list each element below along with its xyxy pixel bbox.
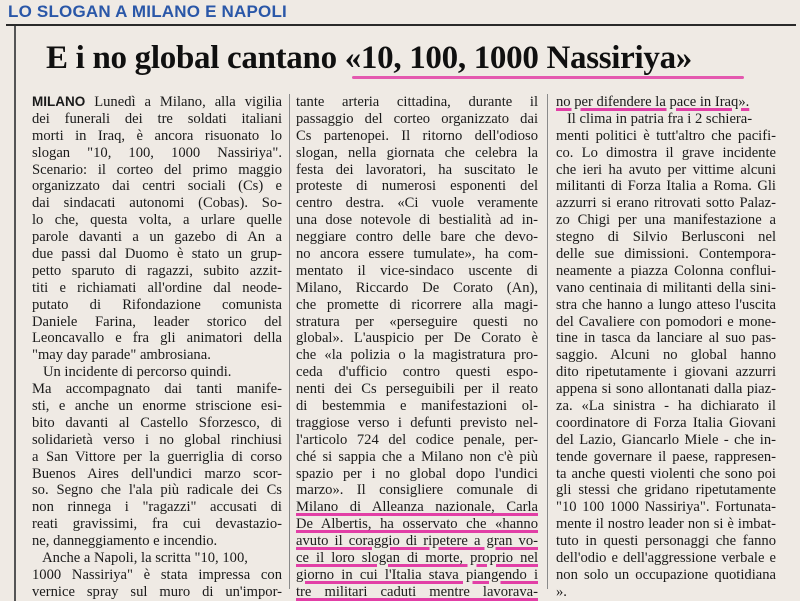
col2-line: festa dei lavoratori, ha suscitato le (296, 161, 538, 178)
col1-line: lo che, questa volta, a urlare quelle (32, 212, 282, 229)
col2-line: passaggio del corteo organizzato dai (296, 110, 538, 127)
col3-line: co. Lo dimostra il grave incidente (556, 144, 776, 161)
column-3 (556, 94, 776, 601)
col3-line: mente il nostro leader non si è imbat- (556, 516, 776, 533)
col3-line: delle sue dimissioni. Contempora- (556, 246, 776, 263)
col3-line: dito ripetutamente i giovani azzurri (556, 364, 776, 381)
col3-line: coordinatore di Forza Italia Giovani (556, 414, 776, 431)
col3-line: azzurri si erano ritrovati sotto Palaz- (556, 195, 776, 212)
col3-line: dell'odio e dell'aggressione verbale e (556, 550, 776, 567)
column-separator (289, 94, 290, 589)
col1-line-text: Lunedì a Milano, alla vigilia (85, 94, 282, 110)
col1-line: slogan "10, 100, 1000 Nassiriya". (32, 144, 282, 161)
col3-line: non solo un occupazione quotidiana (556, 566, 776, 583)
col2-line: che promette di ricorrere alla magi- (296, 296, 538, 313)
col2-line: Cs partenopei. Il ritorno dell'odioso (296, 127, 538, 144)
col3-line: ». (556, 583, 567, 600)
dateline-city: MILANO (32, 94, 86, 109)
col1-line: solidarietà verso i no global rinchiusi (32, 431, 282, 448)
col1-line: 1000 Nassiriya" è stata impressa con (32, 566, 282, 583)
col1-line: dei funerali dei tre soldati italiani (32, 110, 282, 127)
col2-line-highlighted: tre militari caduti mentre lavorava- (296, 583, 538, 600)
column-1 (32, 94, 282, 601)
col2-line: che «la polizia o la magistratura pro- (296, 347, 538, 364)
col2-line: ché si sappia che a Milano non c'è più (296, 448, 538, 465)
article-headline: E i no global cantano «10, 100, 1000 Nassiriya» (46, 40, 692, 76)
col2-line: mentato il vice-sindaco uscente di (296, 262, 538, 279)
col1-line: titi e richiamati all'ordine dal neode- (32, 279, 282, 296)
col1-line: Ma accompagnato dai tanti manife- (32, 381, 282, 398)
col3-line: neamente a piazza Colonna conflui- (556, 262, 776, 279)
col1-line: "may day parade" ambrosiana. (32, 347, 211, 364)
col1-line: putato di Rifondazione comunista (32, 296, 282, 313)
left-border (14, 26, 16, 601)
col3-line: za. «La sinistra - ha dichiarato il (556, 398, 776, 415)
col1-line: petto sparuto di ragazzi, subito azzit- (32, 262, 282, 279)
col1-line: ne, danneggiamento e incendio. (32, 533, 218, 550)
col1-line: non rinnega i "ragazzi" accusati di (32, 499, 282, 516)
col1-line: organizzato dai centri sociali (Cs) e (32, 178, 282, 195)
col3-line: tende governare il paese, rappresen- (556, 448, 776, 465)
col2-line: global». L'auspicio per De Corato è (296, 330, 538, 347)
col1-line: Scenario: il corteo del primo maggio (32, 161, 282, 178)
col3-line: tuto in questi personaggi che fanno (556, 533, 776, 550)
col2-line: traggiose verso i defunti previsto nel- (296, 414, 538, 431)
col3-line: che ieri ha avuto per vittime alcuni (556, 161, 776, 178)
col1-line: a San Vittore per la guerriglia di corso (32, 448, 282, 465)
col3-line: "10 100 1000 Nassiriya". Fortunata- (556, 499, 776, 516)
column-separator (547, 94, 548, 589)
col3-line: ta anche questi violenti che sono poi (556, 465, 776, 482)
col1-line: morti in Iraq, è ancora risuonato lo (32, 127, 282, 144)
col2-line: tante arteria cittadina, durante il (296, 94, 538, 110)
col3-line: vano centinaia di militanti della sini- (556, 279, 776, 296)
col2-line: neggiare contro delle bare che devo- (296, 229, 538, 246)
col2-line: slogan, nella giornata che celebra la (296, 144, 538, 161)
col1-line: parole davanti a un gazebo di An a (32, 229, 282, 246)
col1-line: bito davanti al Castello Sforzesco, di (32, 414, 282, 431)
col2-line: di bestemmia e manifestazioni ol- (296, 398, 538, 415)
col2-line: ceda d'ufficio contro questi espo- (296, 364, 538, 381)
col1-line (32, 94, 282, 111)
col2-line: l'articolo 724 del codice penale, per- (296, 431, 538, 448)
col1-line: vernice spray sul muro di un'impor- (32, 583, 282, 600)
col2-line: stratura per «perseguire questi no (296, 313, 538, 330)
col1-line: Leoncavallo e fra gli animatori della (32, 330, 282, 347)
col2-line: marzo». Il consigliere comunale di (296, 482, 538, 499)
col1-line: reati gravissimi, fra cui devastazio- (32, 516, 282, 533)
section-kicker: LO SLOGAN A MILANO E NAPOLI (8, 2, 287, 21)
column-2 (296, 94, 538, 601)
col1-line: Anche a Napoli, la scritta "10, 100, (32, 550, 248, 567)
col1-line: Buenos Aires dell'undici marzo scor- (32, 465, 282, 482)
col2-line: una dose notevole di bestialità ad in- (296, 212, 538, 229)
col3-line: zo Chigi per una manifestazione a (556, 212, 776, 229)
col2-line: centro destra. «Ci vuole veramente (296, 195, 538, 212)
col1-line: due passi dal Duomo è stato un grup- (32, 246, 282, 263)
col2-line: spazio per i no global dopo l'undici (296, 465, 538, 482)
col3-line: menti politici è tutt'altro che pacifi- (556, 127, 776, 144)
col2-line: proteste di numerosi esponenti del (296, 178, 538, 195)
col2-line: no ancora essere tumulate», ha com- (296, 246, 538, 263)
col2-line-highlighted: ce il loro slogan di morte, proprio nel (296, 550, 538, 567)
col2-line-highlighted: De Albertis, ha osservato che «hanno (296, 516, 538, 533)
col2-line: nenti dei Cs perseguibili per il reato (296, 381, 538, 398)
col3-line: del Cavaliere con pomodori e mone- (556, 313, 776, 330)
col2-line: Milano, Riccardo De Corato (An), (296, 279, 538, 296)
col1-line: so. Segno che l'ala più radicale dei Cs (32, 482, 282, 499)
col3-line: appena si sono allontanati dalla piaz- (556, 381, 776, 398)
top-rule (6, 24, 796, 26)
col3-line-highlighted: no per difendere la pace in Iraq». (556, 94, 750, 110)
col3-line: saggio. Alcuni no global hanno (556, 347, 776, 364)
col1-line: Daniele Farina, leader storico del (32, 313, 282, 330)
col1-line: dai sindacati autonomi (Cobas). So- (32, 195, 282, 212)
col1-line: Un incidente di percorso quindi. (32, 364, 232, 381)
col3-line: gli stessi che gridano ripetutamente (556, 482, 776, 499)
col3-line: stegno di Silvio Berlusconi nel (556, 229, 776, 246)
col3-line: tine in tasca da lanciare al suo pas- (556, 330, 776, 347)
col2-line-highlighted: giorno in cui l'Italia stava piangendo i (296, 566, 538, 583)
col3-line: militanti di Forza Italia a Roma. Gli (556, 178, 776, 195)
col2-line-highlighted: Milano di Alleanza nazionale, Carla (296, 499, 538, 516)
col3-line: Il clima in patria fra i 2 schiera- (556, 110, 753, 127)
col2-line-highlighted: avuto il coraggio di ripetere a gran vo- (296, 533, 538, 550)
col1-line: sti, e anche un enorme striscione esi- (32, 398, 282, 415)
headline-highlight (352, 76, 744, 79)
col3-line: stra che hanno a lungo atteso l'uscita (556, 296, 776, 313)
col3-line: del Lazio, Giancarlo Miele - che in- (556, 431, 776, 448)
